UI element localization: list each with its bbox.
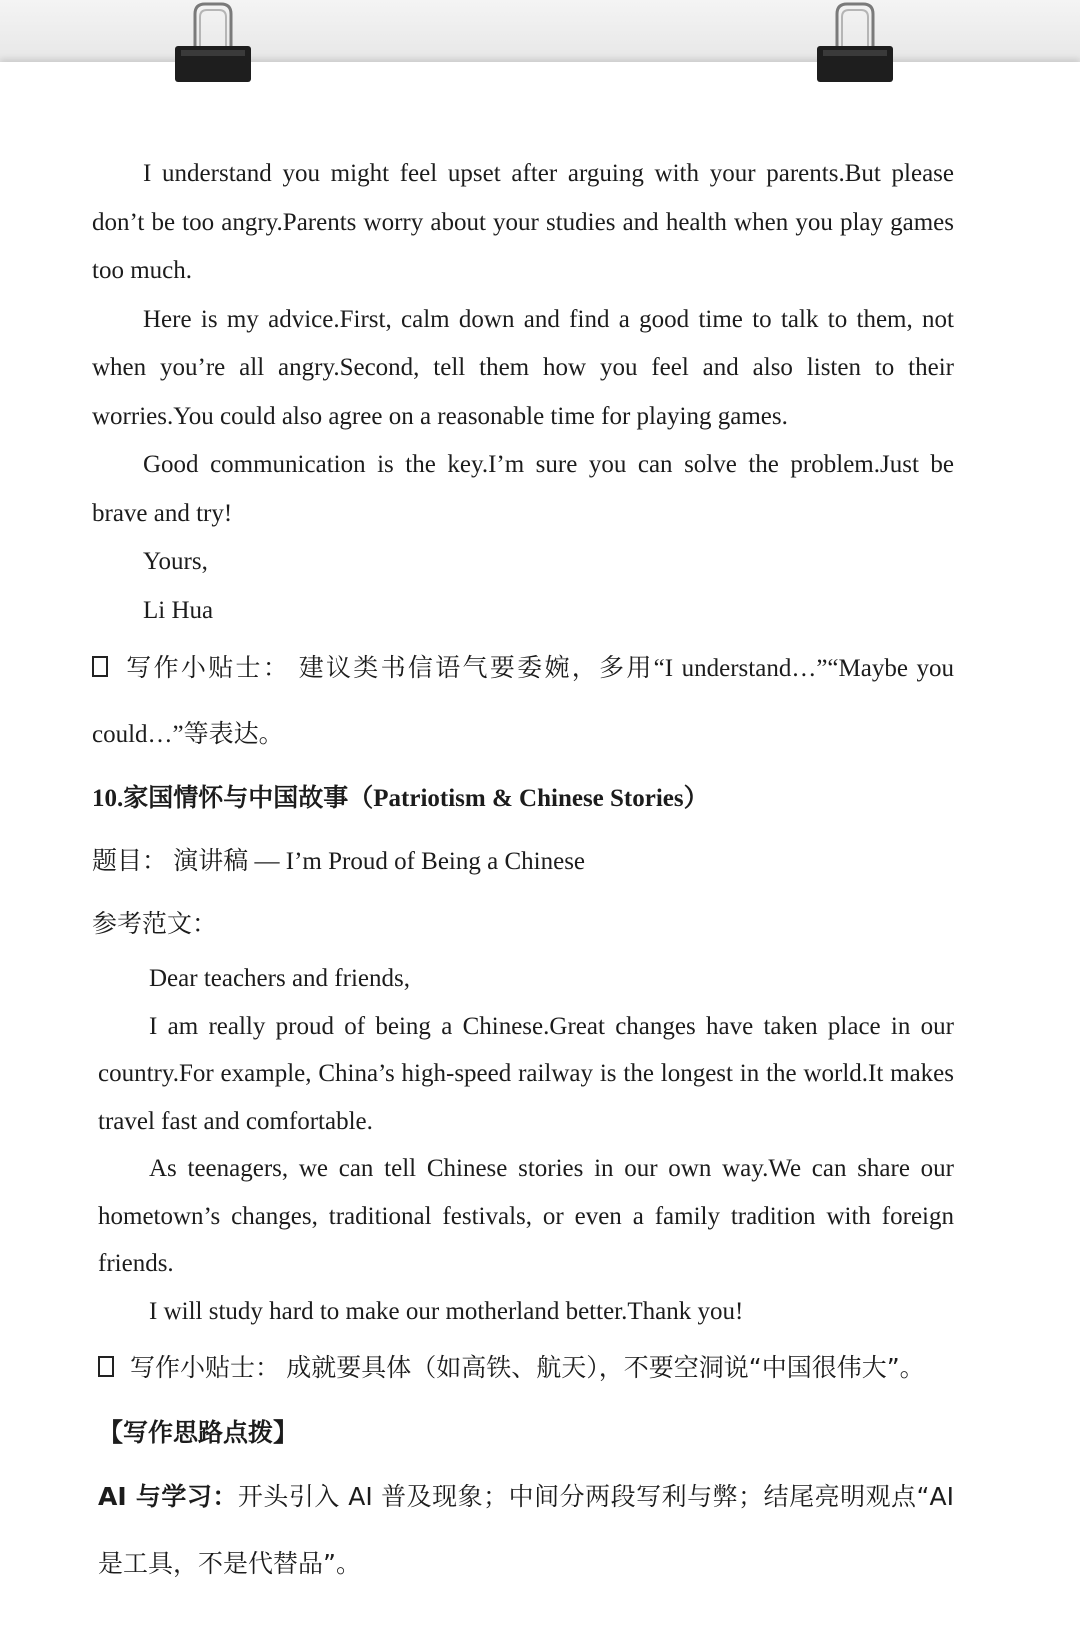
ai-ideas: [92, 1464, 954, 1598]
writing-tip: [92, 1335, 954, 1402]
section-heading: 10.家国情怀与中国故事（Patriotism & Chinese Stories）: [92, 785, 709, 812]
letter-closing: Yours,: [143, 548, 208, 575]
speech-essay: [92, 955, 954, 1335]
letter-paragraph: I understand you might feel upset after arguing with your parents.But please don’t be too angry.Parents worry about your studies and health when you play games too much.: [92, 160, 954, 284]
speech-paragraph: I am really proud of being a Chinese.Great changes have taken place in our country.For example, China’s high-speed railway is the longest in the world.It makes travel fast and comfortable.: [98, 1012, 954, 1135]
topic-text: 演讲稿 — I’m Proud of Being a Chinese: [173, 848, 586, 875]
speech-paragraph: I will study hard to make our motherland better.Thank you!: [149, 1297, 744, 1325]
sample-label: 参考范文：: [92, 909, 218, 938]
background-strip: [0, 0, 1080, 66]
checkbox-icon: [98, 1356, 114, 1377]
binder-clip-icon: [173, 2, 253, 86]
tip-text: 成就要具体（如高铁、航天），不要空洞说“中国很伟大”。: [286, 1353, 925, 1382]
topic-line: [92, 830, 954, 893]
letter-signature: Li Hua: [143, 596, 214, 624]
letter-paragraph: Here is my advice.First, calm down and find a good time to talk to them, not when you’re all angry.Second, tell them how you feel and also listen to their worries.You could also agree on a reasonable time for playing games.: [92, 305, 954, 430]
letter-paragraph: Good communication is the key.I’m sure you can solve the problem.Just be brave and try!: [92, 451, 954, 527]
topic-label: 题目：: [92, 846, 168, 875]
tip-label: 写作小贴士：: [124, 653, 291, 682]
speech-greeting: Dear teachers and friends,: [149, 965, 410, 992]
writing-tip: [92, 635, 954, 768]
ideas-heading: 【写作思路点拨】: [98, 1418, 299, 1447]
document-content: [92, 150, 954, 1598]
ai-label: AI 与学习：: [98, 1482, 238, 1511]
ai-text: 开头引入 AI 普及现象；中间分两段写利与弊；结尾亮明观点“AI 是工具，不是代替品”。: [98, 1482, 954, 1578]
tip-text: 建议类书信语气要委婉，多用“I understand…”“Maybe you could…”等表达。: [92, 655, 954, 748]
tip-label: 写作小贴士：: [130, 1353, 281, 1382]
speech-paragraph: As teenagers, we can tell Chinese stories in our own way.We can share our hometown’s changes, traditional festivals, or even a family tradition with foreign friends.: [98, 1155, 954, 1277]
binder-clip-icon: [815, 2, 895, 86]
checkbox-icon: [92, 656, 108, 677]
